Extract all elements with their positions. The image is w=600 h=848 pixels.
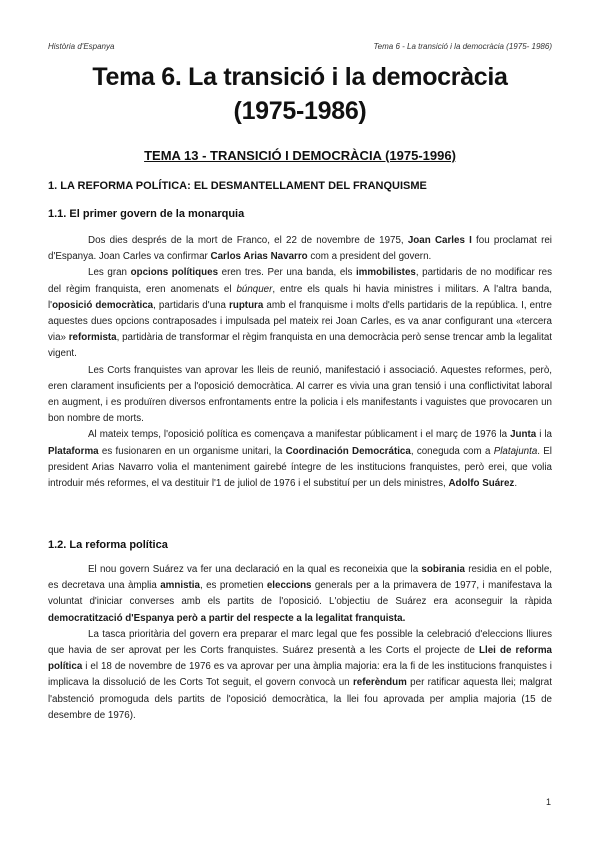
running-header-left: Història d'Espanya: [48, 42, 115, 51]
topic-subtitle: TEMA 13 - TRANSICIÓ I DEMOCRÀCIA (1975-1996): [144, 148, 456, 163]
paragraph: Al mateix temps, l'oposició política es començava a manifestar públicament i el març de 1976 la Junta i la Plataforma es fusionaren en un organisme unitari, la Coordinación Democrática, coneguda com a Platajunta. El president Arias Navarro volia el manteniment gairebé íntegre de les institucions franquistes, però erei, que volia introduir més reformes, el va destituir l'1 de juliol de 1976 i el substituí per un dels ministres, Adolfo Suárez.: [48, 429, 552, 490]
paragraph: El nou govern Suárez va fer una declaració en la qual es reconeixia que la sobirania residia en el poble, es decretava una àmplia amnistia, es prometien eleccions generals per a la primavera de 1977, i manifestava la voluntat d'iniciar converses amb els partits de l'oposició. L'objectiu de Suárez era aconseguir la ràpida democratització d'Espanya però a partir del respecte a la legalitat franquista.: [48, 564, 552, 624]
subsection-heading-1-1: 1.1. El primer govern de la monarquia: [48, 208, 245, 220]
subsection-heading-1-2: 1.2. La reforma política: [48, 539, 168, 551]
section-heading: 1. LA REFORMA POLÍTICA: EL DESMANTELLAMENT DEL FRANQUISME: [48, 180, 427, 192]
page-title: Tema 6. La transició i la democràcia: [92, 63, 508, 91]
page-number: 1: [545, 797, 551, 807]
subsection-1-2-body: [48, 562, 552, 724]
paragraph: Les Corts franquistes van aprovar les lleis de reunió, manifestació i associació. Aquestes reformes, però, eren clarament insuficients per a l'oposició democràtica. Al carrer es vivia una gran tensió i una conflictivitat laboral en augment, i es produïren diversos enfrontaments entre la policia i els manifestants i vaguistes que provocaren un bon nombre de morts.: [48, 364, 552, 425]
page-title-years: (1975-1986): [233, 97, 367, 125]
running-header-right: Tema 6 - La transició i la democràcia (1975- 1986): [373, 42, 552, 51]
paragraph: Dos dies després de la mort de Franco, el 22 de novembre de 1975, Joan Carles I fou proclamat rei d'Espanya. Joan Carles va confirmar Carlos Arias Navarro com a president del govern.: [48, 235, 552, 263]
subsection-1-1-body: [48, 233, 552, 492]
paragraph: Les gran opcions polítiques eren tres. Per una banda, els immobilistes, partidaris de no modificar res del règim franquista, eren anomenats el búnquer, entre els quals hi havia ministres i militars. A l'altra banda, l'oposició democràtica, partidaris d'una ruptura amb el franquisme i molts d'ells partidaris de la república. I, entre aquestes dues opcions contraposades i impulsada pel mateix rei Joan Carles, es va anar configurant una «tercera via» reformista, partidària de transformar el règim franquista en una democràcia però sense trencar amb la legalitat vigent.: [48, 267, 552, 360]
paragraph: La tasca prioritària del govern era preparar el marc legal que fes possible la celebració d'eleccions lliures que havia de ser aprovat per les Corts franquistes. Suárez presentà a les Corts el projecte de Llei de reforma política i el 18 de novembre de 1976 es va aprovar per una àmplia majoria: era la fi de les institucions franquistes i implicava la dissolució de les Corts Tot seguit, el govern convocà un referèndum per ratificar aquesta llei; malgrat l'abstenció promoguda dels partits de l'oposició democràtica, la llei fou aprovada per amplia majoria (15 de desembre de 1976).: [48, 628, 552, 721]
